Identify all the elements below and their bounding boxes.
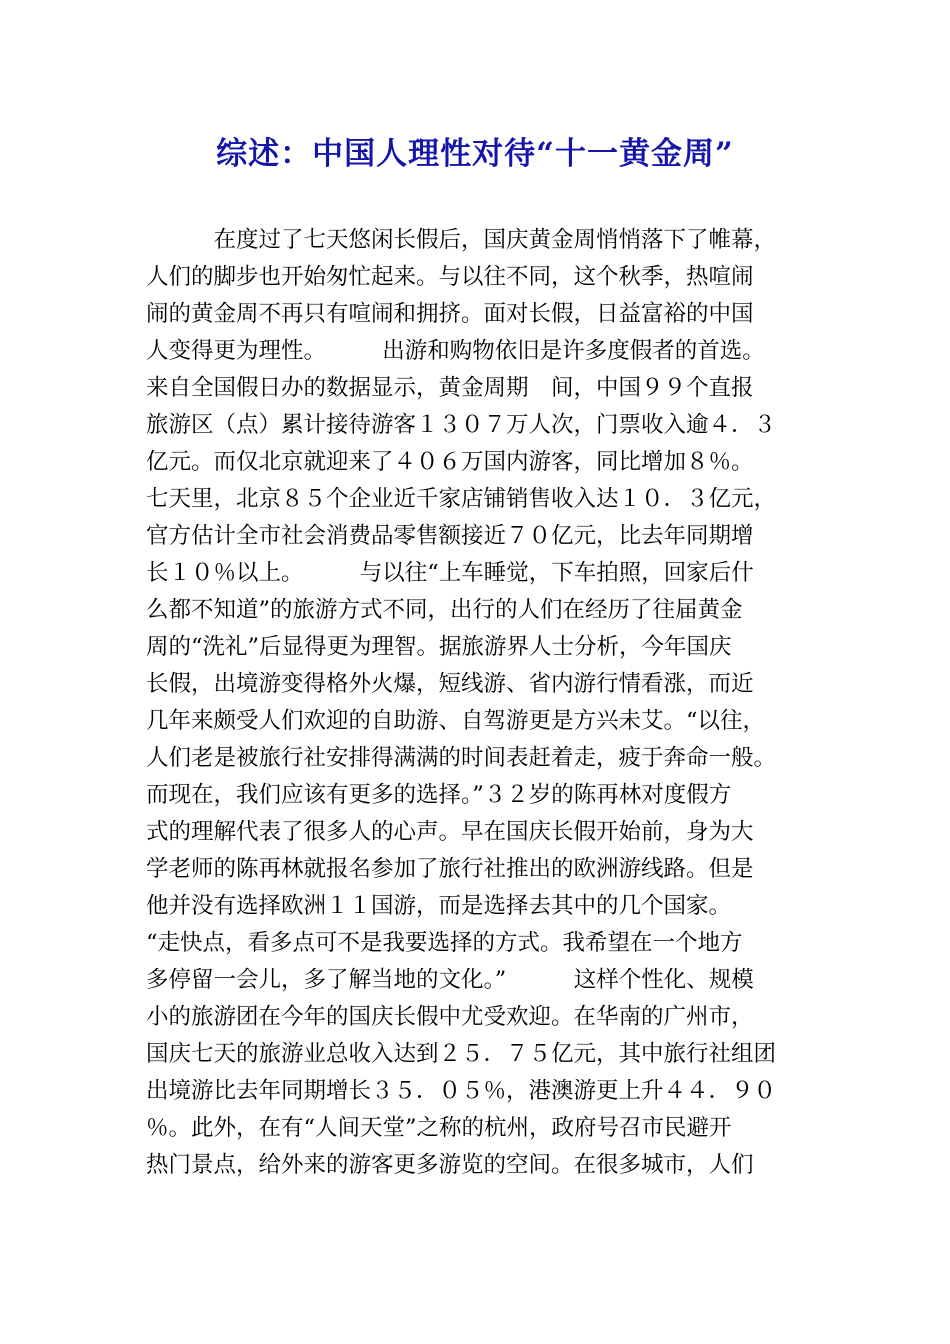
body-line: 来自全国假日办的数据显示，黄金周期 间，中国９９个直报 <box>146 375 754 401</box>
body-line: 而现在，我们应该有更多的选择。”３２岁的陈再林对度假方 <box>146 782 732 808</box>
body-line: 旅游区（点）累计接待游客１３０７万人次，门票收入逾４．３ <box>146 412 777 438</box>
body-line: 国庆七天的旅游业总收入达到２５．７５亿元，其中旅行社组团 <box>146 1041 777 1067</box>
body-line: 小的旅游团在今年的国庆长假中尤受欢迎。在华南的广州市， <box>146 1004 754 1030</box>
body-line: 人们老是被旅行社安排得满满的时间表赶着走，疲于奔命一般。 <box>146 745 777 771</box>
body-line: 出境游比去年同期增长３５．０５％，港澳游更上升４４．９０ <box>146 1078 777 1104</box>
body-line: 在度过了七天悠闲长假后，国庆黄金周悄悄落下了帷幕， <box>146 227 777 253</box>
body-line: 亿元。而仅北京就迎来了４０６万国内游客，同比增加８％。 <box>146 449 754 475</box>
body-line: 学老师的陈再林就报名参加了旅行社推出的欧洲游线路。但是 <box>146 856 754 882</box>
body-line: 七天里，北京８５个企业近千家店铺销售收入达１０．３亿元， <box>146 486 777 512</box>
body-line: 他并没有选择欧洲１１国游，而是选择去其中的几个国家。 <box>146 893 732 919</box>
body-line: 人变得更为理性。 出游和购物依旧是许多度假者的首选。 <box>146 338 765 364</box>
body-line: 么都不知道”的旅游方式不同，出行的人们在经历了往届黄金 <box>146 597 743 623</box>
document-body <box>146 222 808 1184</box>
body-line: “走快点，看多点可不是我要选择的方式。我希望在一个地方 <box>146 930 743 956</box>
body-line: ％。此外，在有“人间天堂”之称的杭州，政府号召市民避开 <box>146 1115 732 1141</box>
body-line: 闹的黄金周不再只有喧闹和拥挤。面对长假，日益富裕的中国 <box>146 301 754 327</box>
body-line: 热门景点，给外来的游客更多游览的空间。在很多城市，人们 <box>146 1152 754 1178</box>
body-line: 长１０％以上。 与以往“上车睡觉，下车拍照，回家后什 <box>146 560 754 586</box>
document-title: 综述：中国人理性对待“十一黄金周” <box>216 136 734 172</box>
body-line: 周的“洗礼”后显得更为理智。据旅游界人士分析，今年国庆 <box>146 634 732 660</box>
body-line: 式的理解代表了很多人的心声。早在国庆长假开始前，身为大 <box>146 819 754 845</box>
body-line: 官方估计全市社会消费品零售额接近７０亿元，比去年同期增 <box>146 523 754 549</box>
body-line: 长假，出境游变得格外火爆，短线游、省内游行情看涨，而近 <box>146 671 754 697</box>
body-line: 几年来颇受人们欢迎的自助游、自驾游更是方兴未艾。“以往， <box>146 708 766 734</box>
body-line: 多停留一会儿，多了解当地的文化。” 这样个性化、规模 <box>146 967 754 993</box>
body-line: 人们的脚步也开始匆忙起来。与以往不同，这个秋季，热喧闹 <box>146 264 754 290</box>
